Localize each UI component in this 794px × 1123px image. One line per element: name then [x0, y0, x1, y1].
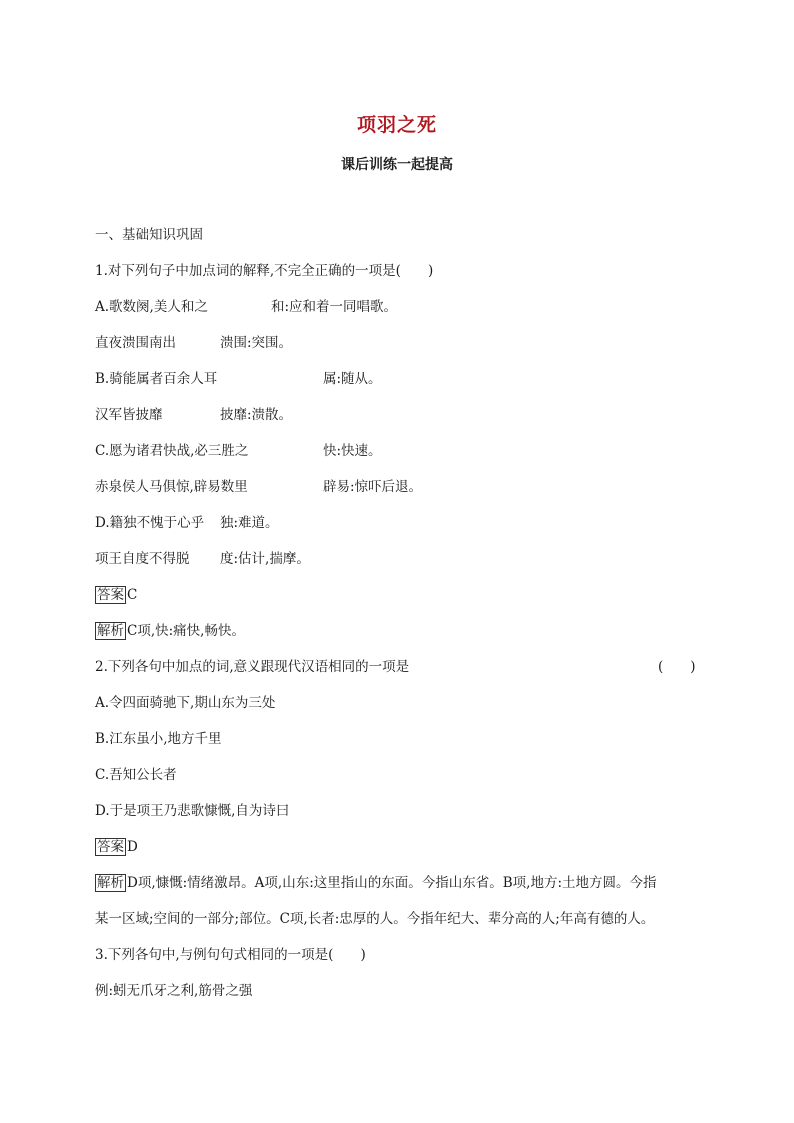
q2-option-c: C.吾知公长者 [95, 767, 177, 783]
q1-option-b1-note: 属:随从。 [323, 371, 382, 387]
document-title: 项羽之死 [356, 114, 437, 136]
analysis-label-box: 解析 [97, 623, 124, 639]
q2-option-a: A.令四面骑驰下,期山东为三处 [95, 695, 276, 711]
q1-option-c2: 赤泉侯人马俱惊,辟易数里 [95, 479, 248, 495]
q1-option-b1: B.骑能属者百余人耳 [95, 371, 218, 387]
q1-answer [95, 586, 137, 604]
answer-label-box: 答案 [97, 839, 124, 855]
q1-option-c1-note: 快:快速。 [323, 443, 382, 459]
q2-analysis-text-1: D项,慷慨:情绪激昂。A项,山东:这里指山的东面。今指山东省。B项,地方:土地方圆。今指 [127, 875, 657, 891]
q3-example: 例:蚓无爪牙之利,筋骨之强 [95, 983, 253, 999]
q1-analysis-text: C项,快:痛快,畅快。 [127, 623, 245, 639]
q1-answer-value: C [127, 587, 138, 603]
q2-answer-value: D [127, 839, 138, 855]
q1-option-a2-note: 溃围:突围。 [220, 335, 293, 351]
q1-analysis [95, 622, 245, 640]
q1-option-b2-note: 披靡:溃散。 [220, 407, 293, 423]
q1-option-d1-note: 独:难道。 [220, 515, 279, 531]
q2-analysis-line1 [95, 874, 657, 892]
q1-option-d2-note: 度:估计,揣摩。 [220, 551, 310, 567]
q1-option-b2: 汉军皆披靡 [95, 407, 163, 423]
q2-stem: 2.下列各句中加点的词,意义跟现代汉语相同的一项是 [95, 659, 410, 675]
q2-answer [95, 838, 138, 856]
q2-option-d: D.于是项王乃悲歌慷慨,自为诗曰 [95, 803, 290, 819]
answer-label-box: 答案 [97, 587, 124, 603]
q1-stem: 1.对下列句子中加点词的解释,不完全正确的一项是( ) [95, 263, 434, 279]
section-heading: 一、基础知识巩固 [95, 227, 203, 243]
q1-option-c1: C.愿为诸君快战,必三胜之 [95, 443, 249, 459]
q1-option-a2: 直夜溃围南出 [95, 335, 176, 351]
q1-option-a1: A.歌数阕,美人和之 [95, 299, 208, 315]
q2-option-b: B.江东虽小,地方千里 [95, 731, 222, 747]
q2-answer-paren: ( ) [658, 659, 696, 675]
q1-option-d1: D.籍独不愧于心乎 [95, 515, 205, 531]
q1-option-a1-note: 和:应和着一同唱歌。 [271, 299, 398, 315]
document-subtitle: 课后训练一起提高 [341, 157, 453, 173]
analysis-label-box: 解析 [97, 875, 124, 891]
q1-option-d2: 项王自度不得脱 [95, 551, 190, 567]
q1-option-c2-note: 辟易:惊吓后退。 [323, 479, 423, 495]
q2-analysis-line2: 某一区域;空间的一部分;部位。C项,长者:忠厚的人。今指年纪大、辈分高的人;年高有德的人。 [95, 911, 655, 927]
q3-stem: 3.下列各句中,与例句句式相同的一项是( ) [95, 947, 366, 963]
